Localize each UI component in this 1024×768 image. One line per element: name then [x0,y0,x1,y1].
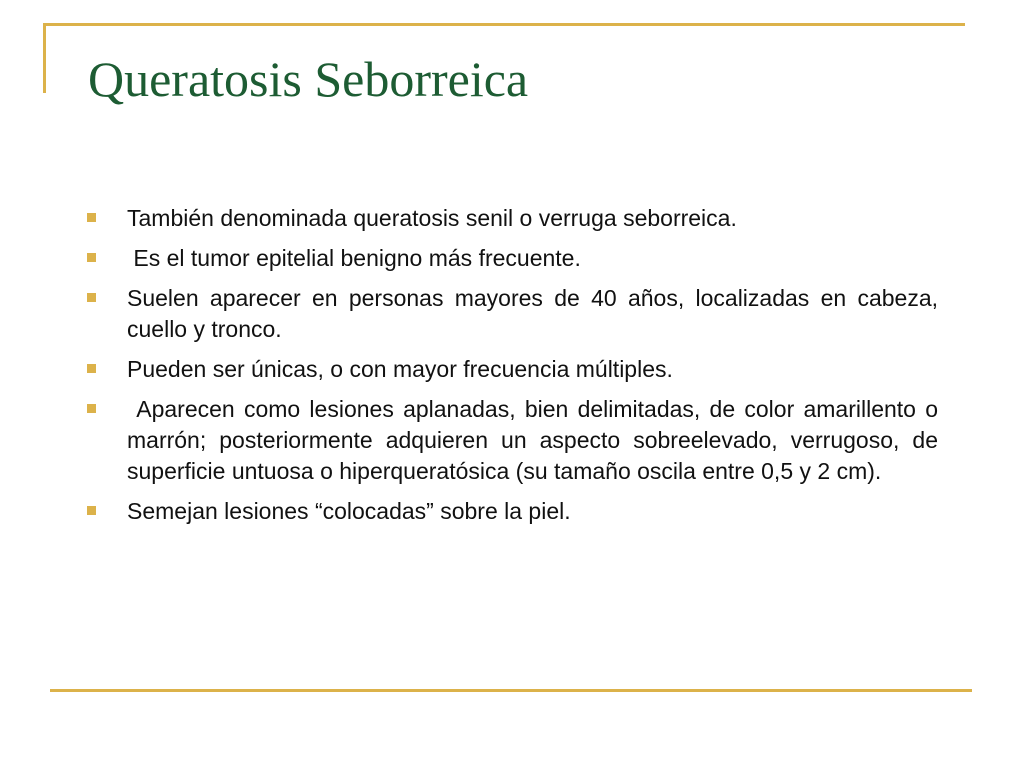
bullet-item [87,243,938,274]
bullet-list [87,203,945,536]
bullet-text: También denominada queratosis senil o verruga seborreica. [127,205,737,231]
square-bullet-icon [87,253,96,262]
bottom-divider-line [50,689,972,692]
square-bullet-icon [87,364,96,373]
square-bullet-icon [87,213,96,222]
square-bullet-icon [87,404,96,413]
bullet-text: Semejan lesiones “colocadas” sobre la piel. [127,498,571,524]
bullet-text: Suelen aparecer en personas mayores de 40 años, localizadas en cabeza, cuello y tronco. [127,285,938,342]
square-bullet-icon [87,506,96,515]
top-divider-line [43,23,965,26]
bullet-text: Es el tumor epitelial benigno más frecuente. [127,245,581,271]
bullet-item [87,394,945,487]
bullet-item [87,496,938,527]
square-bullet-icon [87,293,96,302]
left-accent-line [43,23,46,93]
bullet-text: Aparecen como lesiones aplanadas, bien delimitadas, de color amarillento o marrón; posteriormente adquieren un aspecto sobreelevado, verrugoso, de superficie untuosa o hiperqueratósica (su tamaño oscila entre 0,5 y 2 cm). [127,396,945,484]
bullet-item [87,354,938,385]
bullet-item [87,203,938,234]
slide-title: Queratosis Seborreica [88,51,529,107]
bullet-item [87,283,938,345]
bullet-text: Pueden ser únicas, o con mayor frecuencia múltiples. [127,356,673,382]
